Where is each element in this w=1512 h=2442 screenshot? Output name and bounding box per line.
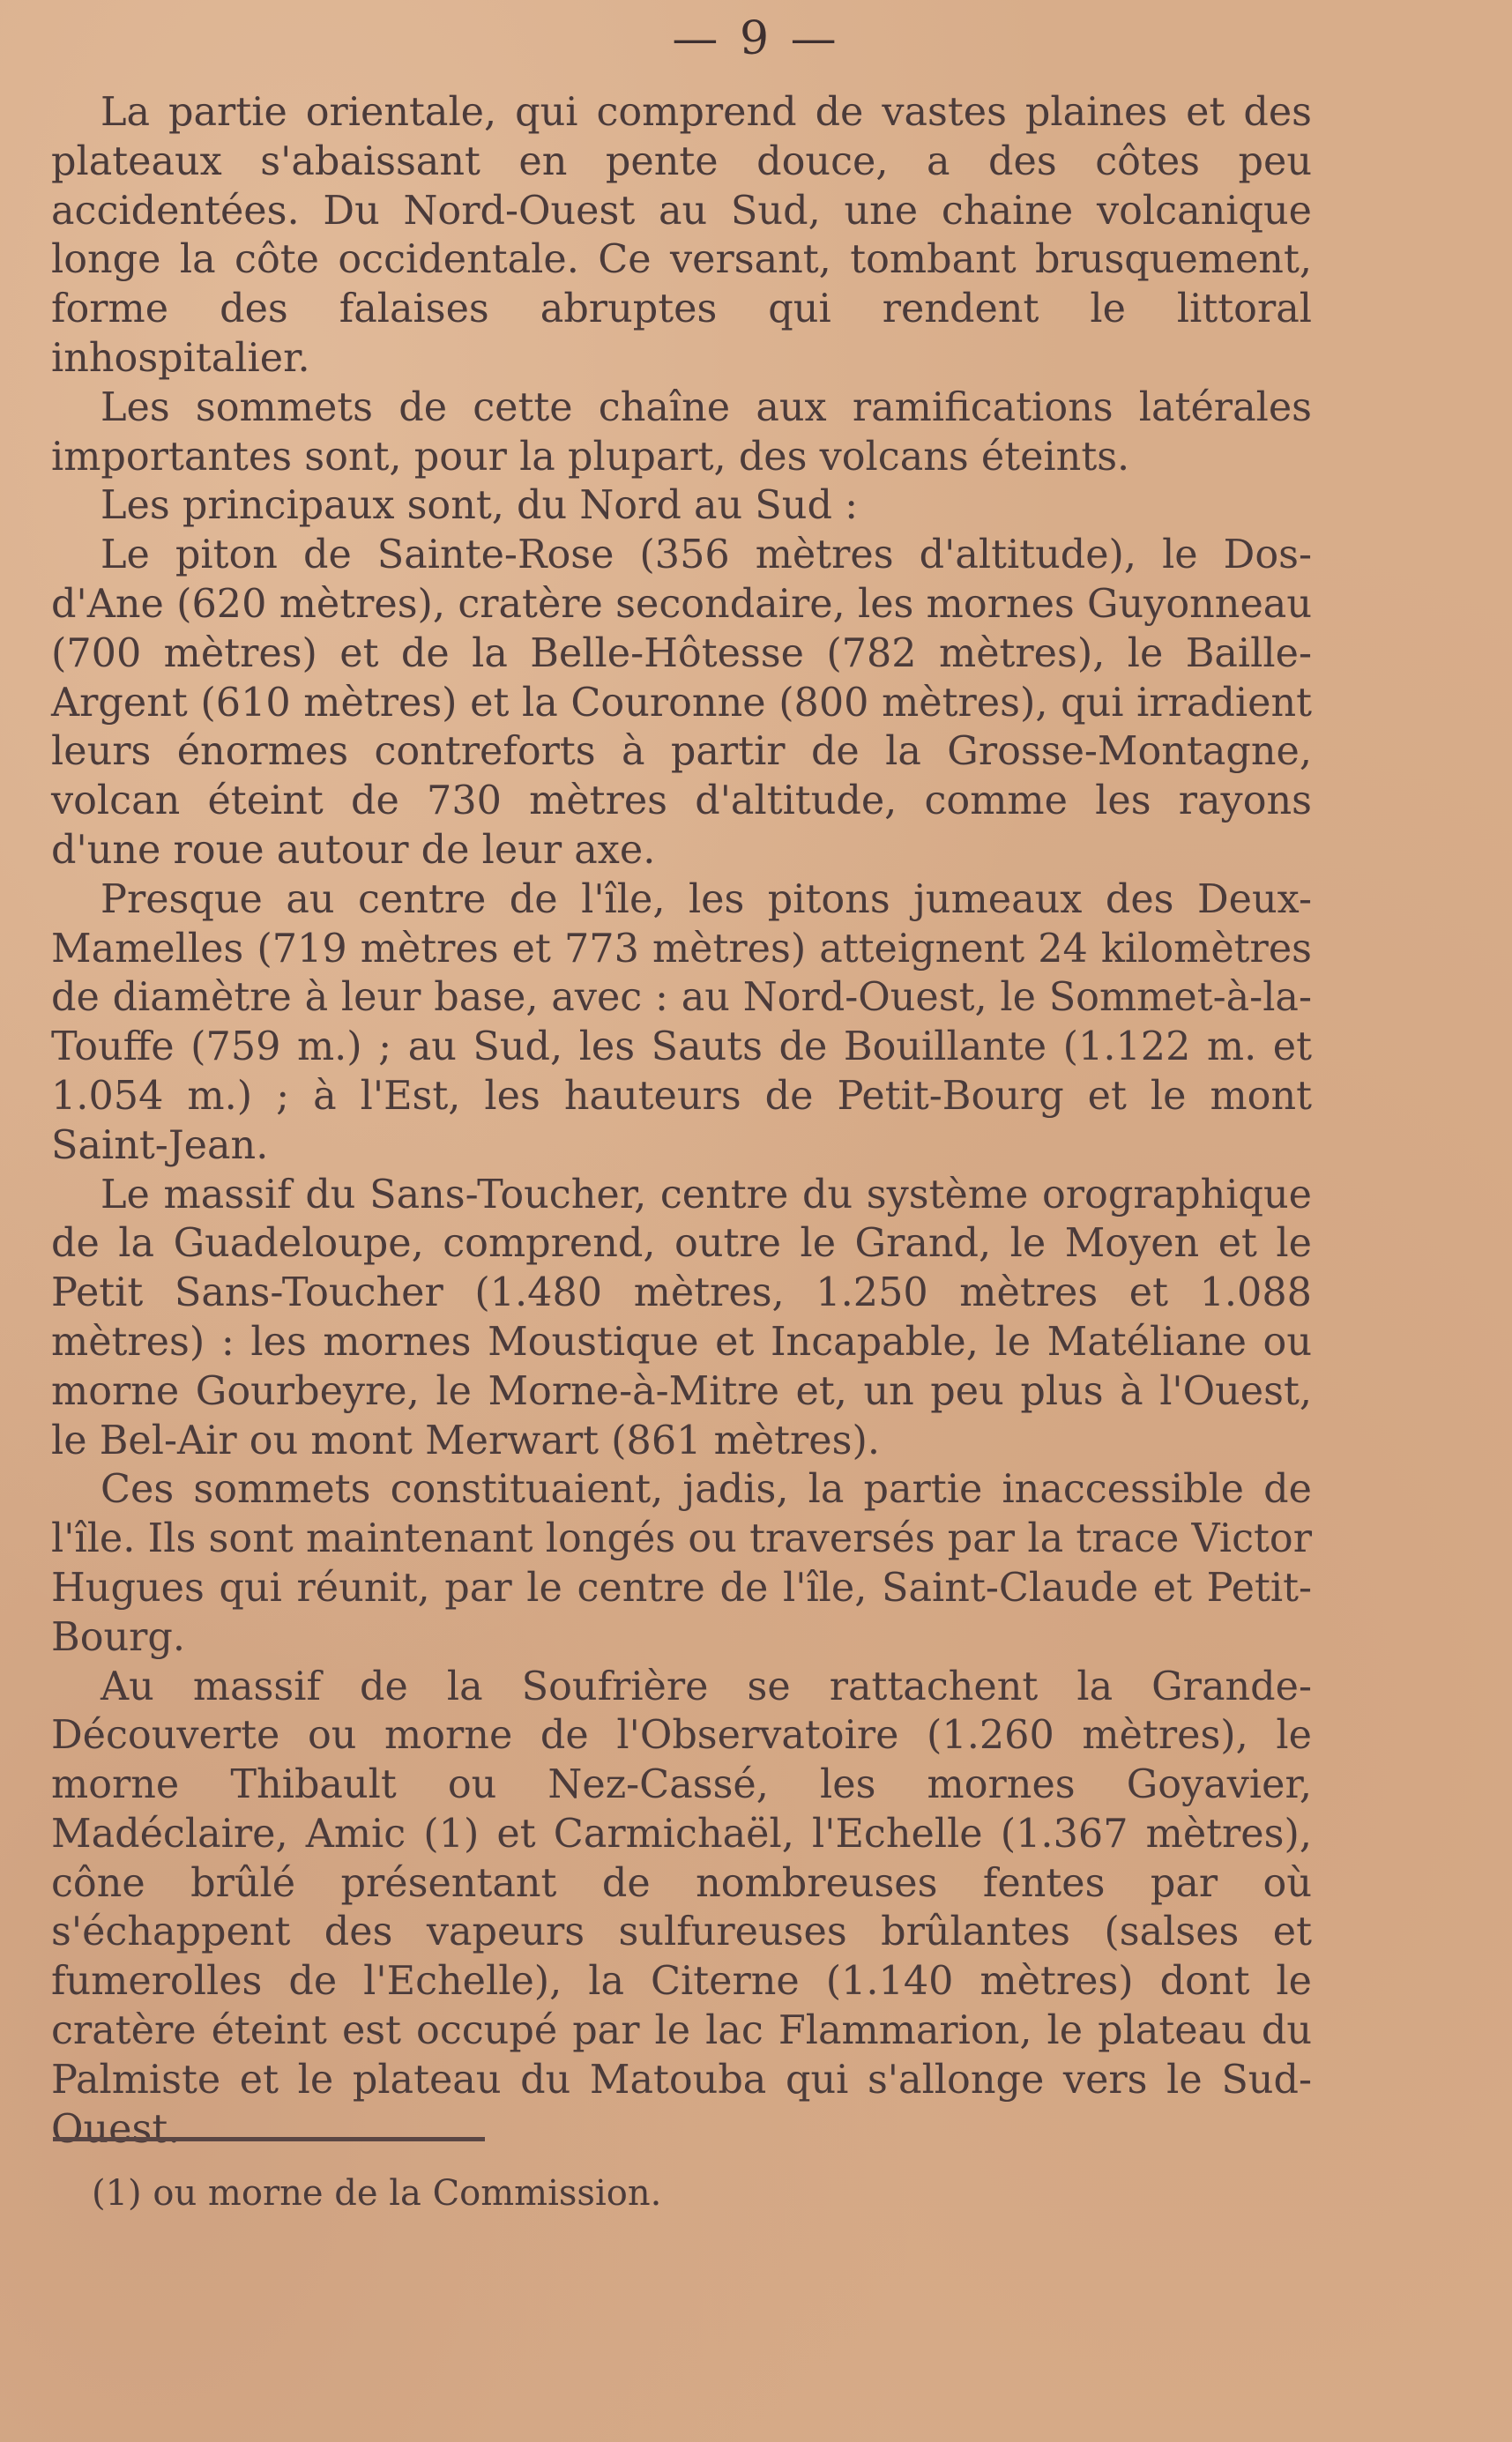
paragraph-sans-toucher: Le massif du Sans-Toucher, centre du système orographique de la Guadeloupe, comprend, outre le Grand, le Moyen et le Petit Sans-Toucher (1.480 mètres, 1.250 mètres et 1.088 mètres) : les mornes Moustique et Incapable, le Matéliane ou morne Gourbeyre, le Morne-à-Mitre et, un peu plus à l'Ouest, le Bel-Air ou mont Merwart (861 mètres). (51, 1172, 1312, 1463)
paragraph-sommets-inaccessibles: Ces sommets constituaient, jadis, la partie inaccessible de l'île. Ils sont maintenant longés ou traversés par la trace Victor Hugues qui réunit, par le centre de l'île, Saint-Claude et Petit-Bourg. (51, 1467, 1312, 1660)
paragraph-summits-intro: Les sommets de cette chaîne aux ramifications latérales importantes sont, pour la plupart, des volcans éteints. (51, 384, 1312, 480)
paragraph-main-summits: Les principaux sont, du Nord au Sud : (101, 483, 859, 529)
page-number: — 9 — (672, 12, 840, 65)
paragraph-eastern-part: La partie orientale, qui comprend de vastes plaines et des plateaux s'abaissant en pente douce, a des côtes peu accidentées. Du Nord-Ouest au Sud, une chaine volcanique longe la côte occidentale. Ce versant, tombant brusquement, forme des falaises abruptes qui rendent le littoral inhospitalier. (51, 90, 1312, 381)
footnote: (1) ou morne de la Commission. (92, 2173, 662, 2214)
paragraph-piton-sainte-rose: Le piton de Sainte-Rose (356 mètres d'altitude), le Dos-d'Ane (620 mètres), cratère secondaire, les mornes Guyonneau (700 mètres) et de la Belle-Hôtesse (782 mètres), le Baille-Argent (610 mètres) et la Couronne (800 mètres), qui irradient leurs énormes contreforts à partir de la Grosse-Montagne, volcan éteint de 730 mètres d'altitude, comme les rayons d'une roue autour de leur axe. (51, 532, 1312, 873)
paragraph-soufriere: Au massif de la Soufrière se rattachent la Grande-Découverte ou morne de l'Observatoire (1.260 mètres), le morne Thibault ou Nez-Cassé, les mornes Goyavier, Madéclaire, Amic (1) et Carmichaël, l'Echelle (1.367 mètres), cône brûlé présentant de nombreuses fentes par où s'échappent des vapeurs sulfureuses brûlantes (salses et fumerolles de l'Echelle), la Citerne (1.140 mètres) dont le cratère éteint est occupé par le lac Flammarion, le plateau du Palmiste et le plateau du Matouba qui s'allonge vers le Sud-Ouest. (51, 1664, 1312, 2152)
footnote-divider (53, 2137, 485, 2141)
body-text (51, 88, 1312, 2154)
paragraph-deux-mamelles: Presque au centre de l'île, les pitons jumeaux des Deux-Mamelles (719 mètres et 773 mètres) atteignent 24 kilomètres de diamètre à leur base, avec : au Nord-Ouest, le Sommet-à-la-Touffe (759 m.) ; au Sud, les Sauts de Bouillante (1.122 m. et 1.054 m.) ; à l'Est, les hauteurs de Petit-Bourg et le mont Saint-Jean. (51, 876, 1312, 1168)
